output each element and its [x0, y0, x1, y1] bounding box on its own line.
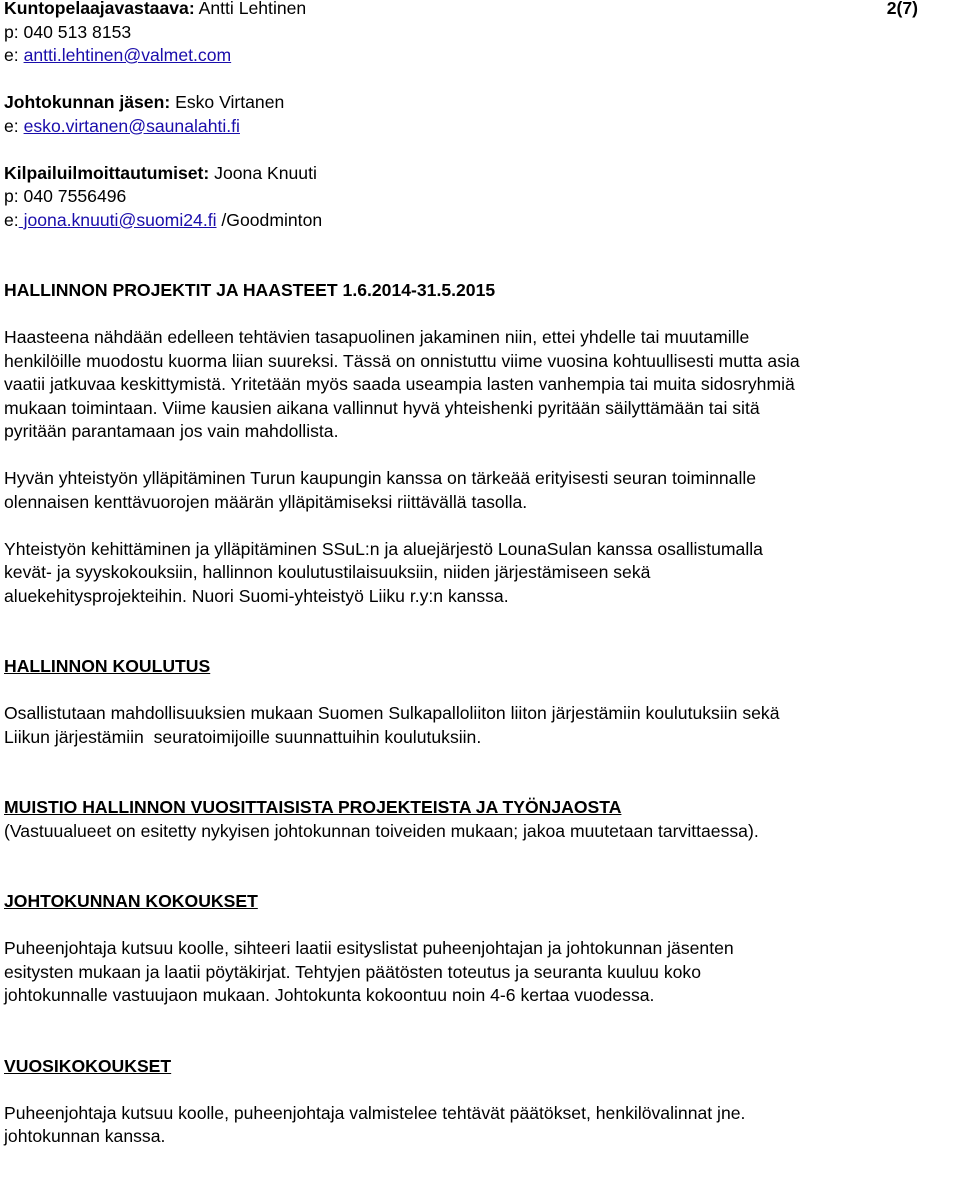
text-line: johtokunnan kanssa. — [4, 1126, 166, 1146]
section-heading: HALLINNON KOULUTUS — [4, 656, 211, 676]
paragraph — [4, 467, 934, 514]
contact-kilpailuilmoittautumiset — [4, 162, 934, 233]
text-line: johtokunnalle vastuujaon mukaan. Johtokunta kokoontuu noin 4-6 kertaa vuodessa. — [4, 985, 655, 1005]
contact-email-line — [4, 115, 934, 139]
email-prefix: e: — [4, 115, 24, 136]
email-link[interactable]: esko.virtanen@saunalahti.fi — [23, 115, 240, 136]
contact-role-label: Kilpailuilmoittautumiset: — [4, 162, 210, 183]
email-prefix: e: — [4, 45, 24, 65]
section-koulutus — [4, 655, 934, 749]
text-line: Puheenjohtaja kutsuu koolle, sihteeri laatii esityslistat puheenjohtajan ja johtokunnan jäsenten — [4, 938, 734, 958]
section-vuosikokoukset — [4, 1055, 934, 1149]
contact-name-line — [4, 0, 934, 21]
section-heading: MUISTIO HALLINNON VUOSITTAISISTA PROJEKTEISTA JA TYÖNJAOSTA — [4, 797, 622, 817]
text-line: henkilöille muodostu kuorma liian suureksi. Tässä on onnistuttu viime vuosina kohtuullisesti mutta asia — [4, 350, 800, 371]
section-heading: HALLINNON PROJEKTIT JA HAASTEET 1.6.2014-31.5.2015 — [4, 280, 496, 300]
text-line: Liikun järjestämiin seuratoimijoille suunnattuihin koulutuksiin. — [4, 726, 482, 747]
contact-email-line — [4, 209, 934, 233]
page-number: 2(7) — [886, 0, 918, 18]
text-line: vaatii jatkuvaa keskittymistä. Yritetään myös saada useampia lasten vanhempia tai muita sidosryhmiä — [4, 374, 795, 394]
contact-johtokunnan-jasen — [4, 91, 934, 138]
contact-role-label: Johtokunnan jäsen: — [4, 92, 171, 112]
email-link[interactable]: joona.knuuti@suomi24.fi — [18, 209, 217, 230]
email-prefix: e: — [4, 209, 19, 230]
text-line: mukaan toimintaan. Viime kausien aikana vallinnut hyvä yhteishenki pyritään säilyttämään tai sitä — [4, 397, 760, 418]
contact-phone: p: 040 513 8153 — [4, 21, 132, 42]
contact-name: Antti Lehtinen — [198, 0, 307, 18]
section-heading: JOHTOKUNNAN KOKOUKSET — [4, 891, 258, 911]
section-muistio — [4, 796, 934, 843]
contact-kuntopelaajavastaava — [4, 0, 934, 68]
section-heading: VUOSIKOKOUKSET — [4, 1055, 172, 1076]
contact-role-label: Kuntopelaajavastaava: — [4, 0, 195, 18]
text-line: (Vastuualueet on esitetty nykyisen johtokunnan toiveiden mukaan; jakoa muutetaan tarvittaessa). — [4, 820, 759, 841]
paragraph — [4, 538, 934, 609]
section-kokoukset — [4, 890, 934, 1008]
email-link[interactable]: antti.lehtinen@valmet.com — [23, 45, 232, 65]
email-suffix: /Goodminton — [216, 209, 323, 230]
contact-phone: p: 040 7556496 — [4, 186, 127, 206]
text-line: pyritään parantamaan jos vain mahdollista. — [4, 421, 339, 441]
text-line: aluekehitysprojekteihin. Nuori Suomi-yhteistyö Liiku r.y:n kanssa. — [4, 585, 509, 606]
text-line: Hyvän yhteistyön ylläpitäminen Turun kaupungin kanssa on tärkeää erityisesti seuran toiminnalle — [4, 468, 757, 488]
contact-email-line — [4, 44, 934, 68]
text-line: kevät- ja syyskokouksiin, hallinnon koulutustilaisuuksiin, niiden järjestämiseen sekä — [4, 562, 651, 582]
text-line: olennaisen kenttävuorojen määrän ylläpitämiseksi riittävällä tasolla. — [4, 491, 528, 512]
contact-name: Joona Knuuti — [214, 162, 317, 183]
section-projektit — [4, 279, 934, 608]
contact-name-line — [4, 91, 934, 115]
contact-name-line — [4, 162, 934, 186]
text-line: Osallistutaan mahdollisuuksien mukaan Suomen Sulkapalloliiton liiton järjestämiin koulutuksiin sekä — [4, 703, 780, 723]
text-line: Puheenjohtaja kutsuu koolle, puheenjohtaja valmistelee tehtävät päätökset, henkilövalinnat jne. — [4, 1102, 746, 1123]
text-line: Yhteistyön kehittäminen ja ylläpitäminen SSuL:n ja aluejärjestö LounaSulan kanssa osallistumalla — [4, 538, 763, 559]
text-line: Haasteena nähdään edelleen tehtävien tasapuolinen jakaminen niin, ettei yhdelle tai muutamille — [4, 327, 750, 347]
document-page — [4, 0, 934, 1149]
text-line: esitysten mukaan ja laatii pöytäkirjat. Tehtyjen päätösten toteutus ja seuranta kuuluu koko — [4, 961, 702, 982]
contact-name: Esko Virtanen — [175, 92, 285, 112]
paragraph — [4, 326, 934, 444]
